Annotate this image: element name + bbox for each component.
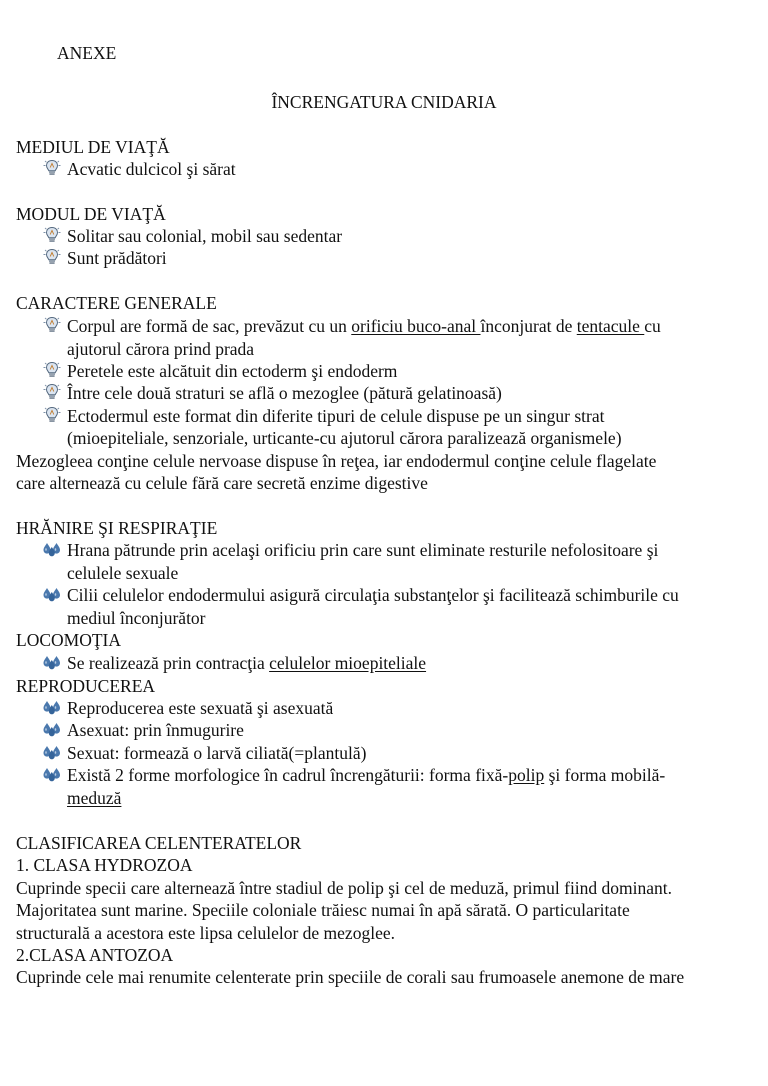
paragraph-line: structurală a acestora este lipsa celulelor de mezoglee. [16, 923, 395, 943]
lightbulb-bullet-icon [42, 226, 62, 244]
lightbulb-bullet-icon [42, 383, 62, 401]
list-item: Ectodermul este format din diferite tipuri de celule dispuse pe un singur strat [67, 406, 605, 426]
water-drops-bullet-icon [42, 743, 62, 761]
list-item-continuation: (mioepiteliale, senzoriale, urticante-cu ajutorul cărora paralizează organismele) [67, 428, 622, 448]
list-item: Reproducerea este sexuată şi asexuată [67, 698, 334, 718]
annex-label: ANEXE [57, 43, 117, 63]
underlined-term: polip [508, 765, 545, 785]
water-drops-bullet-icon [42, 720, 62, 738]
list-item: Sunt prădători [67, 248, 167, 268]
list-item-continuation: ajutorul cărora prind prada [67, 339, 255, 359]
paragraph-line: Majoritatea sunt marine. Speciile coloniale trăiesc numai în apă sărată. O particularitate [16, 900, 630, 920]
section-heading-hranire: HRĂNIRE ŞI RESPIRAŢIE [16, 518, 218, 538]
list-item-continuation [67, 787, 121, 809]
underlined-term: tentacule [576, 316, 645, 336]
subsection-heading-antozoa: 2.CLASA ANTOZOA [16, 945, 174, 965]
section-heading-modul: MODUL DE VIAŢĂ [16, 204, 166, 224]
list-item-continuation: celulele sexuale [67, 563, 179, 583]
water-drops-bullet-icon [42, 540, 62, 558]
underlined-term: celulelor mioepiteliale [269, 653, 427, 673]
list-item: Se realizează prin contracţia celulelor mioepiteliale [67, 653, 427, 673]
list-item: Peretele este alcătuit din ectoderm şi endoderm [67, 361, 398, 381]
subsection-heading-hydrozoa: 1. CLASA HYDROZOA [16, 855, 193, 875]
paragraph-line: care alternează cu celule fără care secretă enzime digestive [16, 473, 428, 493]
section-heading-locomotia: LOCOMOŢIA [16, 630, 121, 650]
list-item-continuation: mediul înconjurător [67, 608, 206, 628]
section-heading-clasificarea: CLASIFICAREA CELENTERATELOR [16, 833, 302, 853]
list-item: Cilii celulelor endodermului asigură circulaţia substanţelor şi facilitează schimburile cu [67, 585, 679, 605]
water-drops-bullet-icon [42, 653, 62, 671]
section-heading-reproducerea: REPRODUCEREA [16, 676, 156, 696]
list-item: Între cele două straturi se află o mezoglee (pătură gelatinoasă) [67, 383, 502, 403]
section-heading-mediul: MEDIUL DE VIAŢĂ [16, 137, 170, 157]
list-item: Acvatic dulcicol şi sărat [67, 159, 236, 179]
underlined-term: meduză [67, 788, 122, 808]
paragraph-line: Mezogleea conţine celule nervoase dispuse în reţea, iar endodermul conţine celule flagelate [16, 451, 657, 471]
water-drops-bullet-icon [42, 698, 62, 716]
document-title: ÎNCRENGATURA CNIDARIA [271, 92, 497, 112]
lightbulb-bullet-icon [42, 361, 62, 379]
list-item: Asexuat: prin înmugurire [67, 720, 244, 740]
section-heading-caractere: CARACTERE GENERALE [16, 293, 217, 313]
paragraph-line: Cuprinde cele mai renumite celenterate prin speciile de corali sau frumoasele anemone de mare [16, 967, 685, 987]
lightbulb-bullet-icon [42, 316, 62, 334]
lightbulb-bullet-icon [42, 248, 62, 266]
list-item: Corpul are formă de sac, prevăzut cu un orificiu buco-anal înconjurat de tentacule cu [67, 316, 661, 336]
list-item: Solitar sau colonial, mobil sau sedentar [67, 226, 343, 246]
lightbulb-bullet-icon [42, 159, 62, 177]
water-drops-bullet-icon [42, 585, 62, 603]
paragraph-line: Cuprinde specii care alternează între stadiul de polip şi cel de meduză, primul fiind dominant. [16, 878, 673, 898]
underlined-term: orificiu buco-anal [351, 316, 481, 336]
list-item: Hrana pătrunde prin acelaşi orificiu prin care sunt eliminate resturile nefolositoare şi [67, 540, 659, 560]
water-drops-bullet-icon [42, 765, 62, 783]
lightbulb-bullet-icon [42, 406, 62, 424]
list-item: Există 2 forme morfologice în cadrul încrengăturii: forma fixă-polip şi forma mobilă- [67, 765, 666, 785]
list-item: Sexuat: formează o larvă ciliată(=plantulă) [67, 743, 367, 763]
